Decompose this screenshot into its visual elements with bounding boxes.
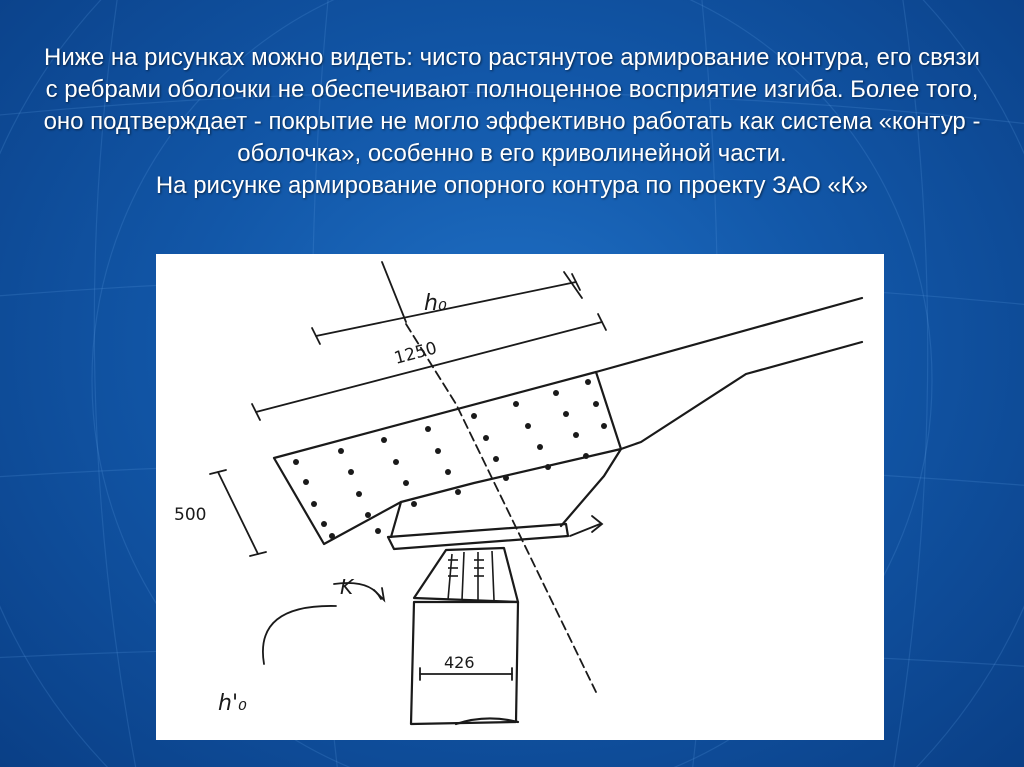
dim-500-line — [218, 472, 258, 554]
shell-rib-upper — [596, 298, 862, 372]
slide-text — [40, 42, 984, 202]
rebar-dots — [293, 379, 607, 539]
dim-1250-line — [256, 322, 602, 412]
anchor-bolts — [448, 551, 494, 600]
label-426: 426 — [444, 653, 475, 672]
h0-prime-leader — [263, 606, 336, 664]
label-500: 500 — [174, 505, 207, 525]
sketch-svg — [156, 254, 884, 740]
reinforcement-sketch — [156, 254, 884, 740]
label-k: K — [340, 575, 354, 599]
shell-rib-lower — [621, 342, 862, 449]
anchor-block — [414, 548, 518, 602]
label-1250: 1250 — [392, 338, 440, 369]
paragraph-main: Ниже на рисунках можно видеть: чисто растянутое армирование контура, его связи с ребрами оболочки не обеспечивают полноценное восприятие изгиба. Более того, оно подтверждает - покрытие не могло эффективно работать как система «контур - оболочка», особенно в его криволинейной части. — [43, 44, 981, 167]
label-h0: h₀ — [424, 291, 447, 316]
bearing-plate — [388, 524, 568, 549]
paragraph-caption: На рисунке армирование опорного контура по проекту ЗАО «К» — [155, 172, 869, 199]
dim-h0-ext-left — [382, 262, 406, 322]
label-h0-prime: h'₀ — [218, 691, 247, 716]
